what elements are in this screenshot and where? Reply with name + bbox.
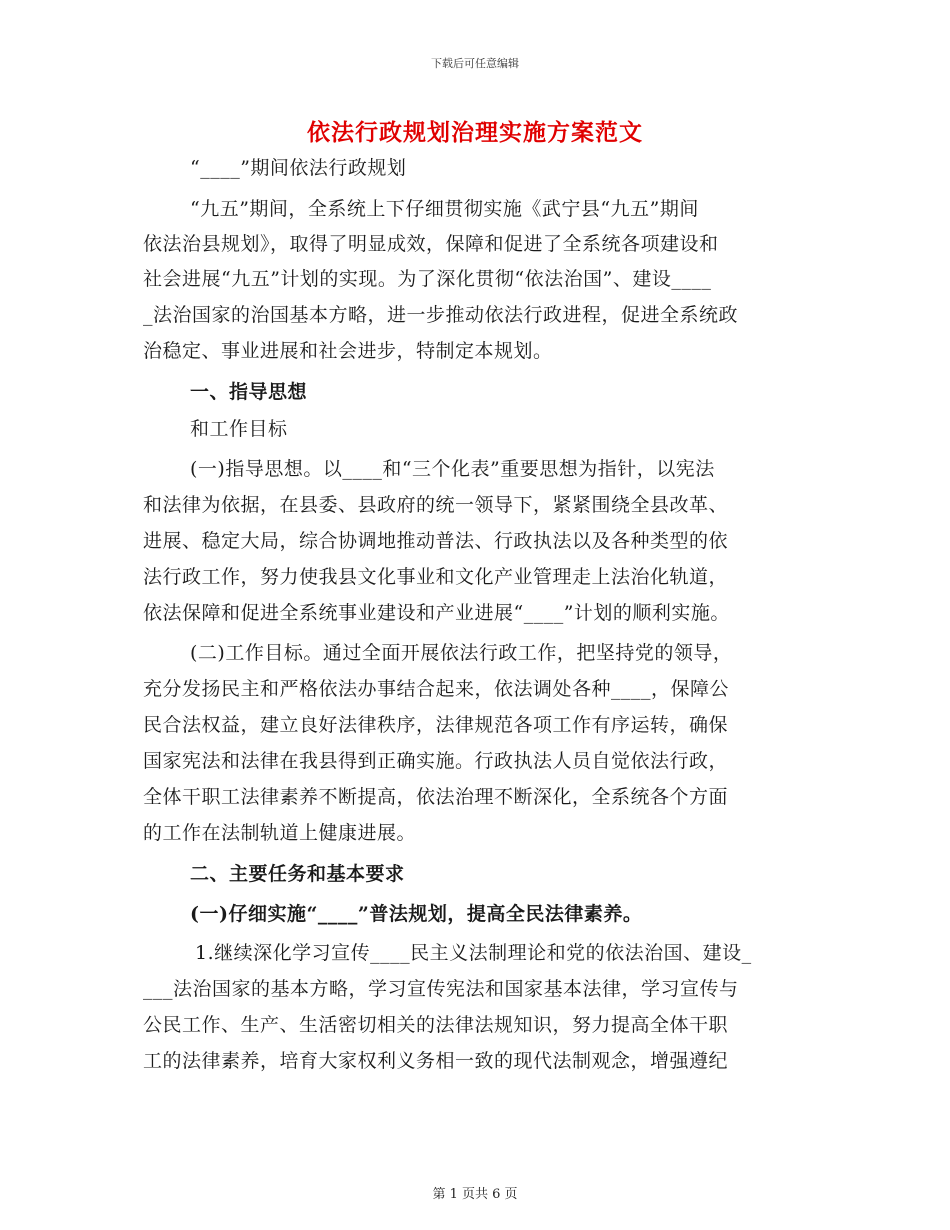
subsection-heading: (一)仔细实施“____”普法规划，提高全民法律素养。	[190, 903, 643, 925]
paragraph-line: 的工作在法制轨道上健康进展。	[143, 822, 417, 844]
header-note: 下载后可任意编辑	[431, 57, 519, 70]
section-heading: 一、指导思想	[190, 381, 308, 403]
paragraph-line: 依法保障和促进全系统事业建设和产业进展“____”计划的顺利实施。	[143, 602, 730, 624]
paragraph-line: 国家宪法和法律在我县得到正确实施。行政执法人员自觉依法行政，	[143, 750, 729, 772]
paragraph-line: 工的法律素养，培育大家权利义务相一致的现代法制观念，增强遵纪	[143, 1050, 729, 1072]
paragraph-line: 依法治县规划》，取得了明显成效，保障和促进了全系统各项建设和	[143, 233, 719, 255]
paragraph-line: (一)指导思想。以____和“三个化表”重要思想为指针，以宪法	[190, 458, 715, 480]
paragraph-line: 民合法权益，建立良好法律秩序，法律规范各项工作有序运转，确保	[143, 714, 729, 736]
page-number: 第 1 页共 6 页	[432, 1187, 518, 1202]
paragraph-line: 和法律为依据，在县委、县政府的统一领导下，紧紧围绕全县改革、	[143, 494, 729, 516]
document-title: 依法行政规划治理实施方案范文	[307, 119, 643, 146]
paragraph-line: 进展、稳定大局，综合协调地推动普法、行政执法以及各种类型的依	[143, 530, 729, 552]
section-heading: 二、主要任务和基本要求	[190, 863, 405, 885]
paragraph-line: ___法治国家的基本方略，学习宣传宪法和国家基本法律，学习宣传与	[143, 978, 739, 1000]
paragraph-line: 和工作目标	[190, 418, 288, 440]
paragraph-line: “____”期间依法行政规划	[190, 157, 407, 179]
paragraph-line: _法治国家的治国基本方略，进一步推动依法行政进程，促进全系统政	[143, 304, 739, 326]
paragraph-line: “九五”期间，全系统上下仔细贯彻实施《武宁县“九五”期间	[190, 198, 699, 220]
paragraph-line: 全体干职工法律素养不断提高，依法治理不断深化，全系统各个方面	[143, 786, 729, 808]
paragraph-line: 社会进展“九五”计划的实现。为了深化贯彻“依法治国”、建设____	[143, 268, 712, 290]
paragraph-line: 法行政工作，努力使我县文化事业和文化产业管理走上法治化轨道，	[143, 566, 729, 588]
paragraph-line: (二)工作目标。通过全面开展依法行政工作，把坚持党的领导，	[190, 642, 733, 664]
paragraph-line: 公民工作、生产、生活密切相关的法律法规知识，努力提高全体干职	[143, 1014, 729, 1036]
paragraph-line: 充分发扬民主和严格依法办事结合起来，依法调处各种____，保障公	[143, 678, 730, 700]
paragraph-line: 1.继续深化学习宣传____民主义法制理论和党的依法治国、建设_	[195, 942, 752, 964]
paragraph-line: 治稳定、事业进展和社会进步，特制定本规划。	[143, 340, 553, 362]
